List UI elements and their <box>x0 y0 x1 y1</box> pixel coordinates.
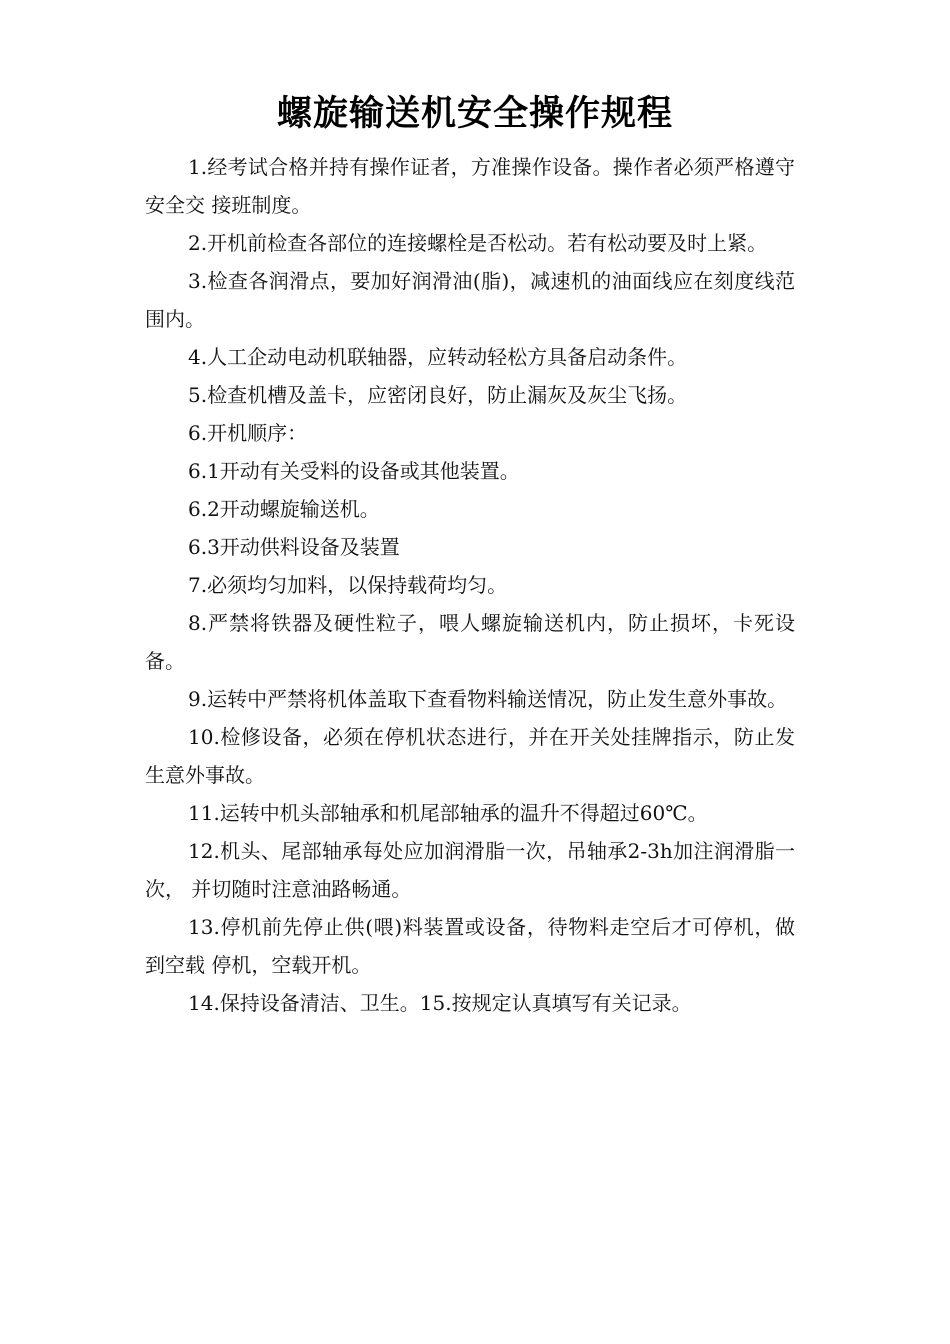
paragraph-6-1: 6.1开动有关受料的设备或其他装置。 <box>188 459 520 483</box>
document-body <box>145 148 795 1022</box>
paragraph-10: 10.检修设备，必须在停机状态进行，并在开关处挂牌指示，防止发生意外事故。 <box>145 725 795 787</box>
document-title: 螺旋输送机安全操作规程 <box>276 93 673 134</box>
paragraph-5: 5.检查机槽及盖卡，应密闭良好，防止漏灰及灰尘飞扬。 <box>188 383 688 407</box>
paragraph-6-3: 6.3开动供料设备及装置 <box>188 535 400 559</box>
paragraph-13: 13.停机前先停止供(喂)料装置或设备，待物料走空后才可停机，做到空载 停机，空载开机。 <box>145 915 795 977</box>
paragraph-12: 12.机头、尾部轴承每处应加润滑脂一次，吊轴承2-3h加注润滑脂一次， 并切随时注意油路畅通。 <box>145 839 795 901</box>
paragraph-4: 4.人工企动电动机联轴器，应转动轻松方具备启动条件。 <box>188 345 688 369</box>
paragraph-3: 3.检查各润滑点，要加好润滑油(脂)，减速机的油面线应在刻度线范围内。 <box>145 269 795 331</box>
paragraph-14-15: 14.保持设备清洁、卫生。15.按规定认真填写有关记录。 <box>188 991 692 1015</box>
paragraph-6-2: 6.2开动螺旋输送机。 <box>188 497 380 521</box>
paragraph-9: 9.运转中严禁将机体盖取下查看物料输送情况，防止发生意外事故。 <box>188 687 788 711</box>
paragraph-2: 2.开机前检查各部位的连接螺栓是否松动。若有松动要及时上紧。 <box>188 231 768 255</box>
paragraph-11: 11.运转中机头部轴承和机尾部轴承的温升不得超过60℃。 <box>188 801 708 825</box>
paragraph-7: 7.必须均匀加料，以保持载荷均匀。 <box>188 573 508 597</box>
paragraph-6: 6.开机顺序： <box>188 421 308 445</box>
paragraph-8: 8.严禁将铁器及硬性粒子，喂人螺旋输送机内，防止损坏，卡死设备。 <box>145 611 795 673</box>
paragraph-1: 1.经考试合格并持有操作证者，方准操作设备。操作者必须严格遵守安全交 接班制度。 <box>145 155 795 217</box>
